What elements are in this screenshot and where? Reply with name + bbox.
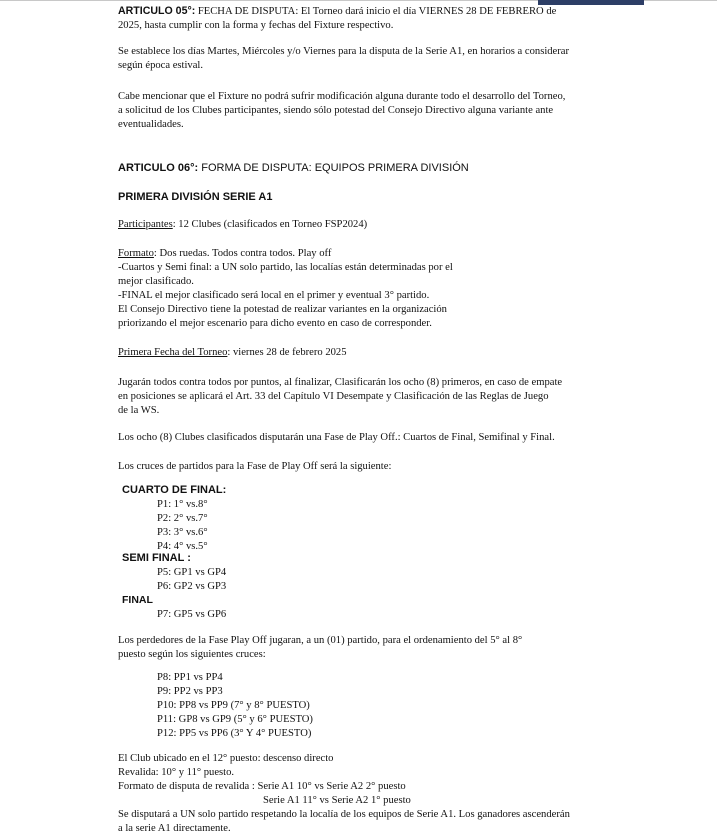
primera-fecha-label: Primera Fecha del Torneo	[118, 347, 228, 358]
art06-heading: ARTICULO 06°:	[118, 162, 199, 174]
semi-title: SEMI FINAL :	[122, 552, 191, 564]
formato-line1	[118, 247, 331, 260]
art05-line2: 2025, hasta cumplir con la forma y fechas del Fixture respectivo.	[118, 20, 394, 31]
perdedores-line1: Los perdedores de la Fase Play Off jugaran, a un (01) partido, para el ordenamiento del 5° al 8°	[118, 635, 523, 646]
descenso-line1: El Club ubicado en el 12° puesto: descenso directo	[118, 753, 334, 764]
art05-line1-text: FECHA DE DISPUTA: El Torneo dará inicio el día VIERNES 28 DE FEBRERO de	[195, 6, 557, 17]
participantes-text: : 12 Clubes (clasificados en Torneo FSP2024)	[172, 219, 368, 230]
final-title: FINAL	[122, 594, 153, 606]
cuartos-item: P1: 1° vs.8°	[157, 499, 208, 510]
cruces-intro: Los cruces de partidos para la Fase de Play Off será la siguiente:	[118, 461, 392, 472]
cuartos-item: P2: 2° vs.7°	[157, 513, 208, 524]
semi-item: P6: GP2 vs GP3	[157, 581, 227, 592]
participantes-line	[118, 218, 367, 231]
formato-label: Formato	[118, 248, 154, 259]
cuartos-item: P3: 3° vs.6°	[157, 527, 208, 538]
formato-line5: El Consejo Directivo tiene la potestad de realizar variantes en la organización	[118, 304, 447, 315]
art05-line1	[118, 5, 556, 18]
art06-heading-text: FORMA DE DISPUTA: EQUIPOS PRIMERA DIVISIÓN	[198, 162, 469, 174]
perdedores-line2: puesto según los siguientes cruces:	[118, 649, 266, 660]
cuartos-title: CUARTO DE FINAL:	[122, 484, 227, 496]
cruce-perdedores-item: P9: PP2 vs PP3	[157, 686, 223, 697]
art06-heading-line	[118, 162, 469, 175]
formato-line1-text: : Dos ruedas. Todos contra todos. Play off	[153, 248, 332, 259]
descenso-line4: Serie A1 11° vs Serie A2 1° puesto	[263, 795, 411, 806]
descenso-line2: Revalida: 10° y 11° puesto.	[118, 767, 235, 778]
descenso-line5: Se disputará a UN solo partido respetando la localía de los equipos de Serie A1. Los ganadores ascenderán	[118, 809, 570, 820]
primera-fecha-text: : viernes 28 de febrero 2025	[227, 347, 347, 358]
formato-line6: priorizando el mejor escenario para dicho evento en caso de corresponder.	[118, 318, 432, 329]
cruce-perdedores-item: P12: PP5 vs PP6 (3° Y 4° PUESTO)	[157, 728, 312, 739]
cruce-perdedores-item: P8: PP1 vs PP4	[157, 672, 223, 683]
descenso-line3: Formato de disputa de revalida : Serie A1 10° vs Serie A2 2° puesto	[118, 781, 406, 792]
jugaran-line2: en posiciones se aplicará el Art. 33 del Capítulo VI Desempate y Clasificación de las Reglas de Juego	[118, 391, 549, 402]
art05-para3-line3: eventualidades.	[118, 119, 184, 130]
art05-heading: ARTICULO 05°:	[118, 5, 196, 17]
cruce-perdedores-item: P11: GP8 vs GP9 (5° y 6° PUESTO)	[157, 714, 313, 725]
participantes-label: Participantes	[118, 219, 173, 230]
formato-line2: -Cuartos y Semi final: a UN solo partido, las localías están determinadas por el	[118, 262, 453, 273]
art05-para3-line1: Cabe mencionar que el Fixture no podrá sufrir modificación alguna durante todo el desarrollo del Torneo,	[118, 91, 566, 102]
serie-title: PRIMERA DIVISIÓN SERIE A1	[118, 191, 273, 203]
jugaran-line3: de la WS.	[118, 405, 160, 416]
formato-line3: mejor clasificado.	[118, 276, 194, 287]
formato-line4: -FINAL el mejor clasificado será local en el primer y eventual 3° partido.	[118, 290, 430, 301]
art05-para3-line2: a solicitud de los Clubes participantes, siendo sólo potestad del Consejo Directivo alguna variante ante	[118, 105, 554, 116]
primera-fecha-line	[118, 346, 347, 359]
ocho-clubes-line: Los ocho (8) Clubes clasificados disputarán una Fase de Play Off.: Cuartos de Final, Semifinal y Final.	[118, 432, 555, 443]
cruce-perdedores-item: P10: PP8 vs PP9 (7° y 8° PUESTO)	[157, 700, 310, 711]
art05-para2-line1: Se establece los días Martes, Miércoles y/o Viernes para la disputa de la Serie A1, en horarios a considerar	[118, 46, 570, 57]
descenso-line6: a la serie A1 directamente.	[118, 823, 231, 834]
jugaran-line1: Jugarán todos contra todos por puntos, al finalizar, Clasificarán los ocho (8) primeros, en caso de empate	[118, 377, 563, 388]
art05-para2-line2: según época estival.	[118, 60, 204, 71]
cuartos-item: P4: 4° vs.5°	[157, 541, 208, 552]
semi-item: P5: GP1 vs GP4	[157, 567, 227, 578]
final-item: P7: GP5 vs GP6	[157, 609, 227, 620]
